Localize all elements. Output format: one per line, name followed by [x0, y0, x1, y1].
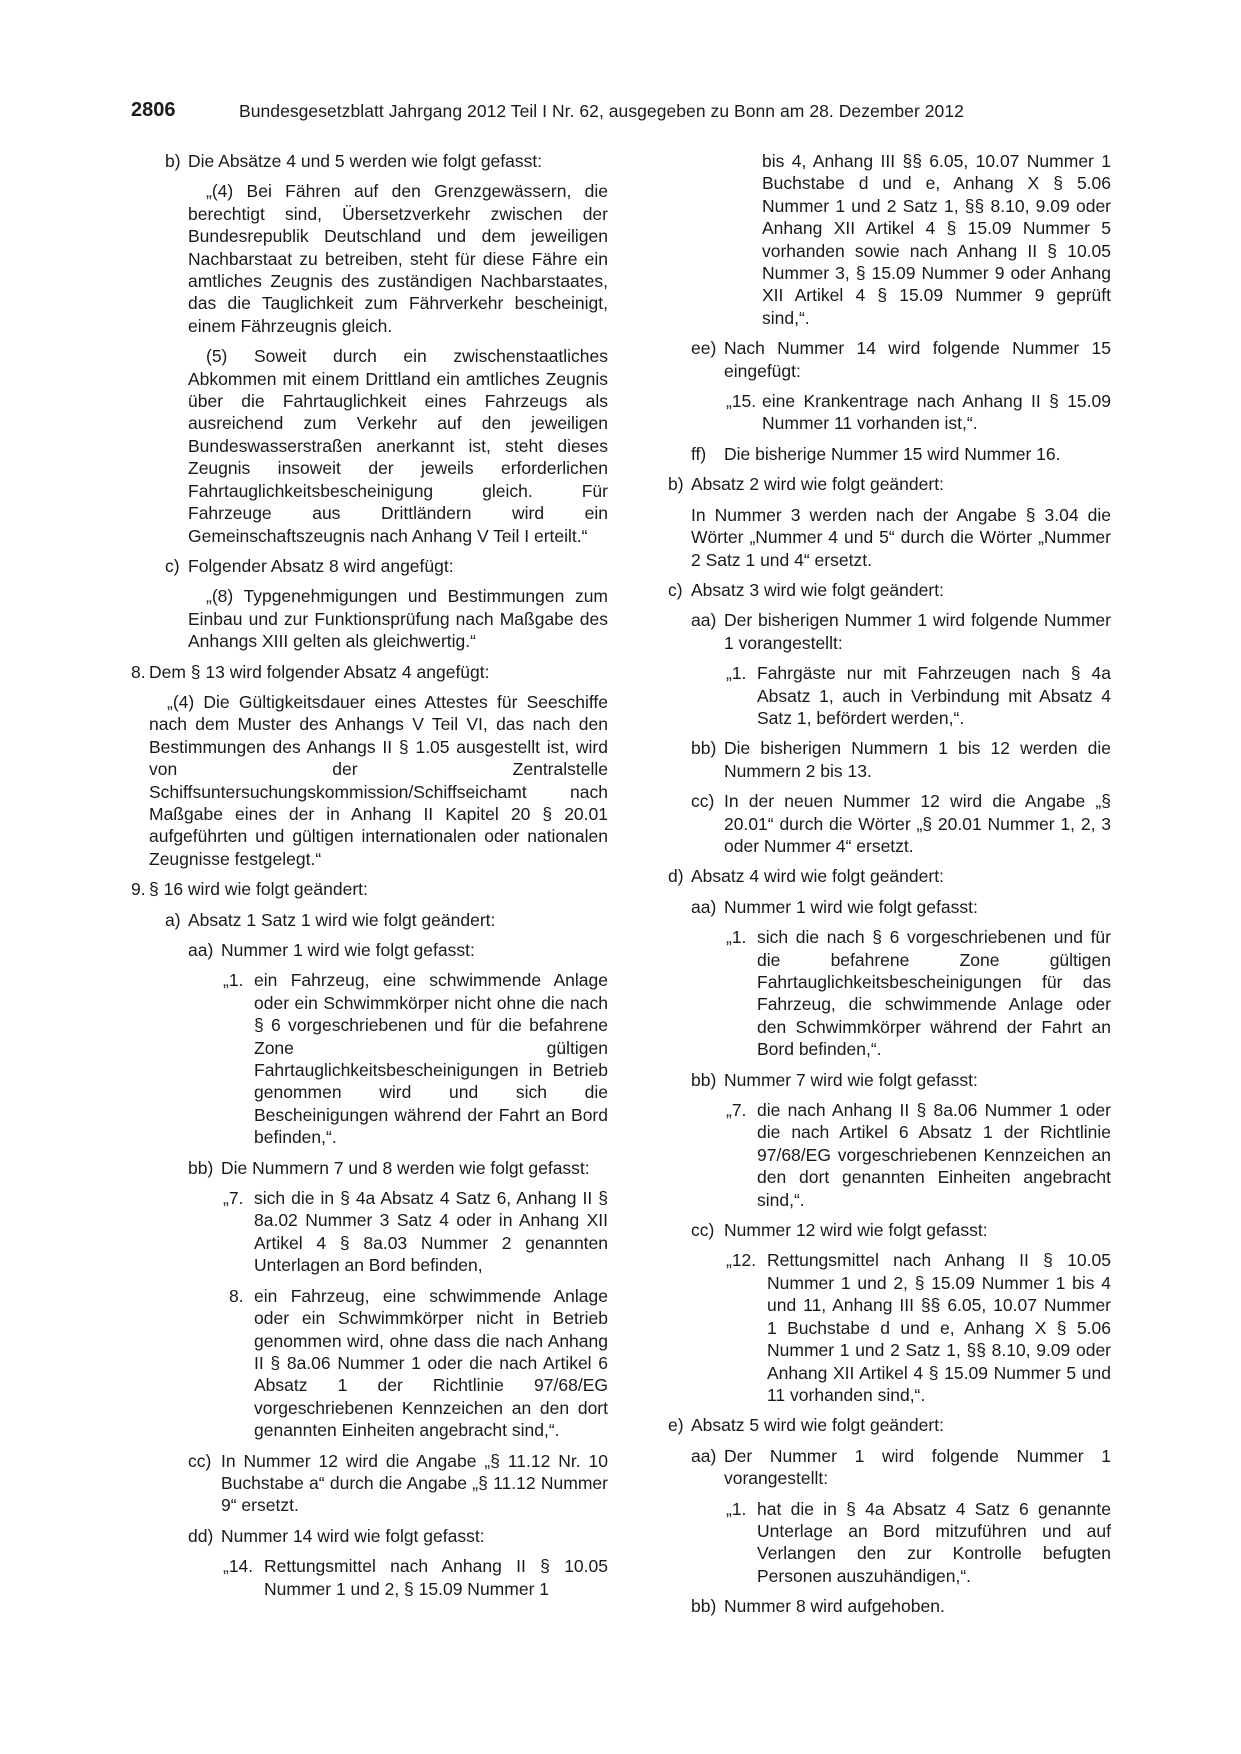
item-9a-ff: ff) Die bisherige Nummer 15 wird Nummer 16.	[691, 443, 1061, 464]
item-9a-ee: ee) Nach Nummer 14 wird folgende Nummer 15 eingefügt:	[691, 338, 1111, 381]
item-9a-dd: dd) Nummer 14 wird wie folgt gefasst:	[188, 1525, 485, 1546]
quote-item-1-fahrgaeste: „1. Fahrgäste nur mit Fahrzeugen nach § 4a Absatz 1, auch in Verbindung mit Absatz 4 Satz 1, befördert werden,“.	[726, 663, 1111, 728]
quote-item-14: „14. Rettungsmittel nach Anhang II § 10.05 Nummer 1 und 2, § 15.09 Nummer 1	[223, 1556, 608, 1599]
item-c: c) Folgender Absatz 8 wird angefügt:	[165, 555, 454, 576]
page-header	[131, 99, 1111, 129]
item-9b-text: In Nummer 3 werden nach der Angabe § 3.04 die Wörter „Nummer 4 und 5“ durch die Wörter „Nummer 2 Satz 1 und 4“ ersetzt.	[691, 504, 1111, 570]
quote-item-1-unterlage: „1. hat die in § 4a Absatz 4 Satz 6 genannte Unterlage an Bord mitzuführen und auf Verlangen den zur Kontrolle befugten Personen auszuhändigen,“.	[726, 1498, 1111, 1586]
page-number: 2806	[131, 99, 176, 121]
item-9d-bb: bb) Nummer 7 wird wie folgt gefasst:	[691, 1069, 978, 1090]
item-9c-cc: cc) In der neuen Nummer 12 wird die Angabe „§ 20.01“ durch die Wörter „§ 20.01 Nummer 1, 2, 3 oder Nummer 4“ ersetzt.	[691, 791, 1111, 856]
quote-para-4: „(4) Bei Fähren auf den Grenzgewässern, die berechtigt sind, Übersetzverkehr zwischen der Bundesrepublik Deutschland und dem jeweiligen Nachbarstaat zu betreiben, steht für diese Fähre ein amtliches Zeugnis des zuständigen Nachbarstaates, das die Tauglichkeit zum Fährverkehr bescheinigt, einem Fährzeugnis gleich.	[188, 181, 608, 336]
item-9: 9. § 16 wird wie folgt geändert:	[131, 879, 368, 900]
item-9c: c) Absatz 3 wird wie folgt geändert:	[668, 579, 944, 600]
quote-item-1: „1. ein Fahrzeug, eine schwimmende Anlage oder ein Schwimmkörper nicht ohne die nach § 6 vorgeschriebenen und für die befahrene Zone gültigen Fahrtauglichkeitsbescheinigungen in Betrieb genommen wird und sich die Bescheinigungen während der Fahrt an Bord befinden,“.	[223, 970, 608, 1148]
running-title: Bundesgesetzblatt Jahrgang 2012 Teil I Nr. 62, ausgegeben zu Bonn am 28. Dezember 2012	[239, 101, 964, 121]
quote-para-item8: „(4) Die Gültigkeitsdauer eines Attestes für Seeschiffe nach dem Muster des Anhangs V Teil VI, das nach den Bestimmungen des Anhangs II § 1.05 ausgestellt ist, wird von der Zentralstelle Schiffsuntersuchungskommission/Schiffseichamt nach Maßgabe eines der in Anhang II Kapitel 20 § 20.01 aufgeführten und gültigen internationalen oder nationalen Zeugnisse festgelegt.“	[149, 691, 608, 869]
item-9c-bb: bb) Die bisherigen Nummern 1 bis 12 werden die Nummern 2 bis 13.	[691, 738, 1111, 781]
quote-para-5: (5) Soweit durch ein zwischenstaatliches Abkommen mit einem Drittland ein amtliches Zeugnis über die Fahrtauglichkeit eines Fahrzeugs als ausreichend zum Verkehr auf den jeweiligen Bundeswasserstraßen anerkannt ist, steht dieses Zeugnis insoweit der jeweils erforderlichen Fahrtauglichkeitsbescheinigung gleich. Für Fahrzeuge aus Drittländern wird ein Gemeinschaftszeugnis nach Anhang V Teil I erteilt.“	[188, 346, 608, 546]
quote-para-8: „(8) Typgenehmigungen und Bestimmungen zum Einbau und zur Funktionsprüfung nach Maßgabe des Anhangs XIII gelten als gleichwertig.“	[188, 586, 608, 652]
item-9b: b) Absatz 2 wird wie folgt geändert:	[668, 474, 944, 495]
item-8: 8. Dem § 13 wird folgender Absatz 4 angefügt:	[131, 661, 490, 682]
quote-item-12: „12. Rettungsmittel nach Anhang II § 10.05 Nummer 1 und 2, § 15.09 Nummer 1 bis 4 und 11, Anhang III §§ 6.05, 10.07 Nummer 1 Buchstabe d und e, Anhang X § 5.06 Nummer 1 und 2 Satz 1, §§ 8.10, 9.09 oder Anhang XII Artikel 4 § 15.09 Nummer 5 und 11 vorhanden sind,“.	[726, 1250, 1111, 1405]
quote-item-7: „7. sich die in § 4a Absatz 4 Satz 6, Anhang II § 8a.02 Nummer 3 Satz 4 oder in Anhang XII Artikel 4 § 8a.03 Nummer 2 genannten Unterlagen an Bord befinden,	[223, 1188, 608, 1276]
quote-item-15: „15. eine Krankentrage nach Anhang II § 15.09 Nummer 11 vorhanden ist,“.	[726, 391, 1111, 434]
right-column	[634, 150, 1111, 1626]
quote-item-1-bescheinigungen: „1. sich die nach § 6 vorgeschriebenen und für die befahrene Zone gültigen Fahrtauglichkeitsbescheinigungen für das Fahrzeug, die schwimmende Anlage oder den Schwimmkörper während der Fahrt an Bord befinden,“.	[726, 927, 1111, 1060]
item-9a: a) Absatz 1 Satz 1 wird wie folgt geändert:	[165, 909, 496, 930]
item-9e: e) Absatz 5 wird wie folgt geändert:	[668, 1415, 944, 1436]
quote-item-8: 8. ein Fahrzeug, eine schwimmende Anlage oder ein Schwimmkörper nicht in Betrieb genommen wird, ohne dass die nach Anhang II § 8a.06 Nummer 1 oder die nach Artikel 6 Absatz 1 der Richtlinie 97/68/EG vorgeschriebenen Kennzeichen an den dort genannten Einheiten angebracht sind,“.	[229, 1285, 608, 1441]
item-9c-aa: aa) Der bisherigen Nummer 1 wird folgende Nummer 1 vorangestellt:	[691, 610, 1111, 653]
item-9a-aa: aa) Nummer 1 wird wie folgt gefasst:	[188, 940, 475, 960]
item-b: b) Die Absätze 4 und 5 werden wie folgt gefasst:	[165, 151, 543, 171]
item-9e-bb: bb) Nummer 8 wird aufgehoben.	[691, 1596, 945, 1617]
item-9a-bb: bb) Die Nummern 7 und 8 werden wie folgt gefasst:	[188, 1157, 590, 1178]
item-9e-aa: aa) Der Nummer 1 wird folgende Nummer 1 vorangestellt:	[691, 1445, 1111, 1489]
item-9d: d) Absatz 4 wird wie folgt geändert:	[668, 866, 944, 887]
item-9d-aa: aa) Nummer 1 wird wie folgt gefasst:	[691, 896, 978, 917]
quote-item-14-continued: bis 4, Anhang III §§ 6.05, 10.07 Nummer 1 Buchstabe d und e, Anhang X § 5.06 Nummer 1 und 2 Satz 1, §§ 8.10, 9.09 oder Anhang XII Artikel 4 § 15.09 Nummer 5 vorhanden sowie nach Anhang II § 10.05 Nummer 3, § 15.09 Nummer 9 oder Anhang XII Artikel 4 § 15.09 Nummer 9 geprüft sind,“.	[762, 151, 1111, 328]
item-9a-cc: cc) In Nummer 12 wird die Angabe „§ 11.12 Nr. 10 Buchstabe a“ durch die Angabe „§ 11.12 Nummer 9“ ersetzt.	[188, 1450, 608, 1516]
quote-item-7-kennzeichen: „7. die nach Anhang II § 8a.06 Nummer 1 oder die nach Artikel 6 Absatz 1 der Richtlinie 97/68/EG vorgeschriebenen Kennzeichen an den dort genannten Einheiten angebracht sind,“.	[726, 1100, 1111, 1210]
left-column	[131, 150, 608, 1608]
item-9d-cc: cc) Nummer 12 wird wie folgt gefasst:	[691, 1220, 988, 1241]
